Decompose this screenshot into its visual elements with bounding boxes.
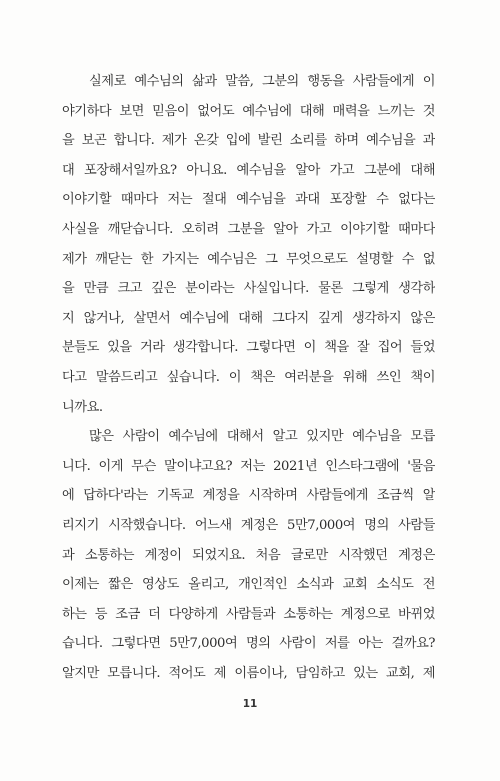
text-line: 리지기 시작했습니다. 어느새 계정은 5만7,000여 명의 사람들 xyxy=(62,517,435,533)
text-line: 실제로 예수님의 삶과 말씀, 그분의 행동을 사람들에게 이 xyxy=(89,74,435,89)
paragraph-2 xyxy=(62,422,435,688)
text-line: 분들도 있을 거라 생각합니다. 그렇다면 이 책을 잘 집어 들었 xyxy=(62,340,435,356)
text-line: 습니다. 그렇다면 5만7,000여 명의 사람이 저를 아는 걸까요? xyxy=(62,636,435,652)
text-line: 에 답하다'라는 기독교 계정을 시작하며 사람들에게 조금씩 알 xyxy=(62,488,435,504)
page-number: 11 xyxy=(242,698,258,710)
text-line: 을 만큼 크고 깊은 분이라는 사실입니다. 물론 그렇게 생각하 xyxy=(62,281,435,297)
text-line: 사실을 깨닫습니다. 오히려 그분을 알아 가고 이야기할 때마다 xyxy=(62,221,435,237)
text-line: 제가 깨닫는 한 가지는 예수님은 그 무엇으로도 설명할 수 없 xyxy=(62,251,435,267)
text-line: 대 포장해서일까요? 아니요. 예수님을 알아 가고 그분에 대해 xyxy=(62,162,435,178)
text-line: 다고 말씀드리고 싶습니다. 이 책은 여러분을 위해 쓰인 책이 xyxy=(62,369,435,385)
body-text xyxy=(62,67,435,688)
text-line: 많은 사람이 예수님에 대해서 알고 있지만 예수님을 모릅 xyxy=(89,429,435,445)
text-line: 이야기할 때마다 저는 절대 예수님을 과대 포장할 수 없다는 xyxy=(62,192,435,208)
text-line: 하는 등 조금 더 다양하게 사람들과 소통하는 계정으로 바뀌었 xyxy=(62,606,435,622)
text-line: 알지만 모릅니다. 적어도 제 이름이나, 담임하고 있는 교회, 제 xyxy=(62,665,435,681)
paragraph-1 xyxy=(62,67,435,422)
text-line: 을 보곤 합니다. 제가 온갖 입에 발린 소리를 하며 예수님을 과 xyxy=(62,133,435,149)
text-line: 이제는 짧은 영상도 올리고, 개인적인 소식과 교회 소식도 전 xyxy=(62,577,435,593)
text-line: 야기하다 보면 믿음이 없어도 예수님에 대해 매력을 느끼는 것 xyxy=(62,103,435,119)
text-line: 과 소통하는 계정이 되었지요. 처음 글로만 시작했던 계정은 xyxy=(62,547,435,563)
text-line: 니까요. xyxy=(62,399,103,415)
text-line: 니다. 이게 무슨 말이냐고요? 저는 2021년 인스타그램에 '물음 xyxy=(62,458,435,474)
text-line: 지 않거나, 살면서 예수님에 대해 그다지 깊게 생각하지 않은 xyxy=(62,310,435,326)
